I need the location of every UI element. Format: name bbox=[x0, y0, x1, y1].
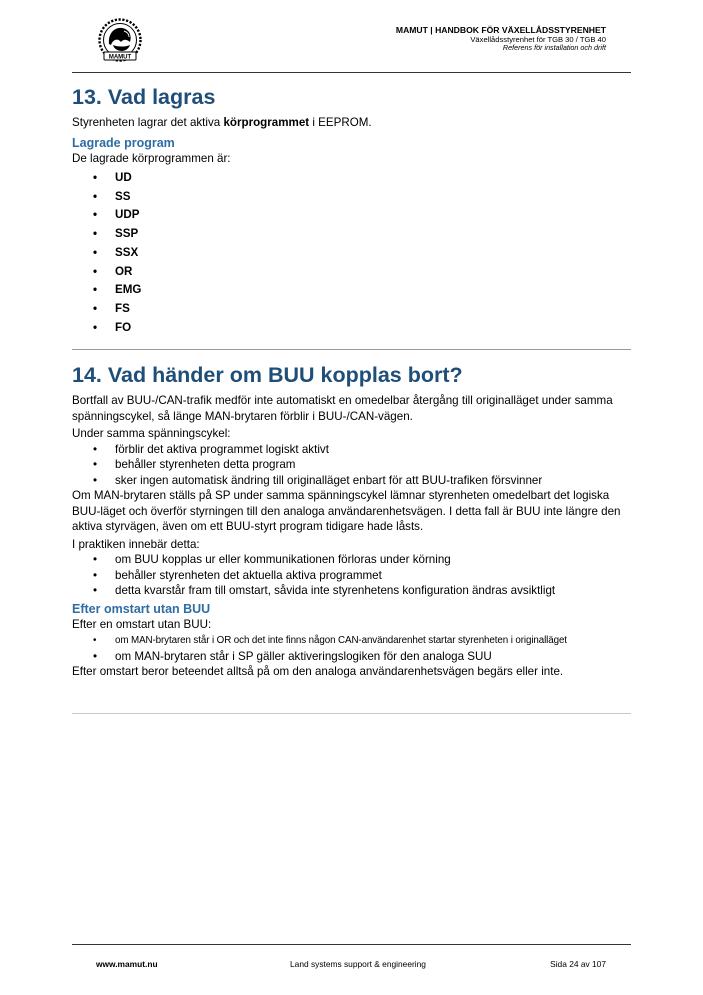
header-note: Referens för installation och drift bbox=[502, 43, 606, 53]
header-subtitle: Växellådsstyrenhet för TGB 30 / TGB 40 bbox=[470, 35, 606, 45]
section-14-para-2: Under samma spänningscykel: bbox=[72, 427, 231, 441]
page-content bbox=[72, 84, 631, 680]
stored-programs-intro: De lagrade körprogrammen är: bbox=[72, 151, 231, 165]
list-item: • om MAN-brytaren står i SP gäller aktiveringslogiken för den analoga SUU bbox=[115, 649, 631, 665]
footer-tagline: Land systems support & engineering bbox=[290, 959, 426, 969]
section-13-intro: Styrenheten lagrar det aktiva körprogrammet i EEPROM. bbox=[72, 116, 372, 129]
logo-text: MAMUT bbox=[108, 54, 132, 61]
list-item: • SSX bbox=[115, 244, 631, 263]
list-item: • om MAN-brytaren står i OR och det inte finns någon CAN-användarenhet startar styrenheten i originalläget bbox=[115, 633, 631, 649]
list-item: • OR bbox=[115, 263, 631, 282]
practice-list bbox=[72, 552, 631, 599]
list-item: • FS bbox=[115, 300, 631, 319]
list-item: • behåller styrenheten det aktuella aktiva programmet bbox=[115, 568, 631, 584]
page-number: Sida 24 av 107 bbox=[550, 959, 606, 969]
footer-website-link[interactable]: www.mamut.nu bbox=[96, 959, 158, 969]
header-title: MAMUT | HANDBOK FÖR VÄXELLÅDSSTYRENHET bbox=[395, 25, 606, 35]
list-item: • SS bbox=[115, 188, 631, 207]
section-14-para-5: Efter en omstart utan BUU: bbox=[72, 617, 212, 631]
list-item: • detta kvarstår fram till omstart, såvida inte styrenhetens konfiguration ändras avsiktligt bbox=[115, 583, 631, 599]
section-divider bbox=[72, 349, 631, 350]
stored-programs-heading: Lagrade program bbox=[72, 135, 175, 150]
list-item: • om BUU kopplas ur eller kommunikationen förloras under körning bbox=[115, 552, 631, 568]
section-14-para-6: Efter omstart beror beteendet alltså på om den analoga användarenhetsvägen begärs eller inte. bbox=[72, 665, 564, 679]
company-logo bbox=[96, 18, 144, 64]
section-14-para-4: I praktiken innebär detta: bbox=[72, 537, 200, 551]
list-item: • förblir det aktiva programmet logiskt aktivt bbox=[115, 442, 631, 458]
after-restart-heading: Efter omstart utan BUU bbox=[72, 601, 211, 616]
list-item: • FO bbox=[115, 319, 631, 338]
page-header bbox=[396, 25, 606, 53]
section-14-para-3: Om MAN-brytaren ställs på SP under samma spänningscykel lämnar styrenheten omedelbart det logiska BUU-läget och överför styrningen till den analoga användarenhetsvägen. I detta fall är BUU inte längre den aktiva styrvägen, även om ett BUU-styrt program tidigare hade låsts. bbox=[72, 489, 621, 534]
list-item: • UD bbox=[115, 169, 631, 188]
program-list bbox=[72, 169, 631, 337]
content-end-divider bbox=[72, 713, 631, 714]
list-item: • sker ingen automatisk ändring till originalläget enbart för att BUU-trafiken försvinner bbox=[115, 473, 631, 489]
after-restart-list bbox=[72, 633, 631, 664]
section-14-heading: 14. Vad händer om BUU kopplas bort? bbox=[72, 363, 463, 388]
header-divider bbox=[72, 72, 631, 73]
footer-divider bbox=[72, 944, 631, 945]
list-item: • EMG bbox=[115, 281, 631, 300]
same-cycle-list bbox=[72, 442, 631, 489]
list-item: • SSP bbox=[115, 225, 631, 244]
list-item: • UDP bbox=[115, 206, 631, 225]
list-item: • behåller styrenheten detta program bbox=[115, 457, 631, 473]
section-14-para-1: Bortfall av BUU-/CAN-trafik medför inte automatiskt en omedelbar återgång till originalläget under samma spänningscykel, så länge MAN-brytaren förblir i BUU-/CAN-vägen. bbox=[72, 394, 613, 423]
section-13-heading: 13. Vad lagras bbox=[72, 85, 216, 109]
